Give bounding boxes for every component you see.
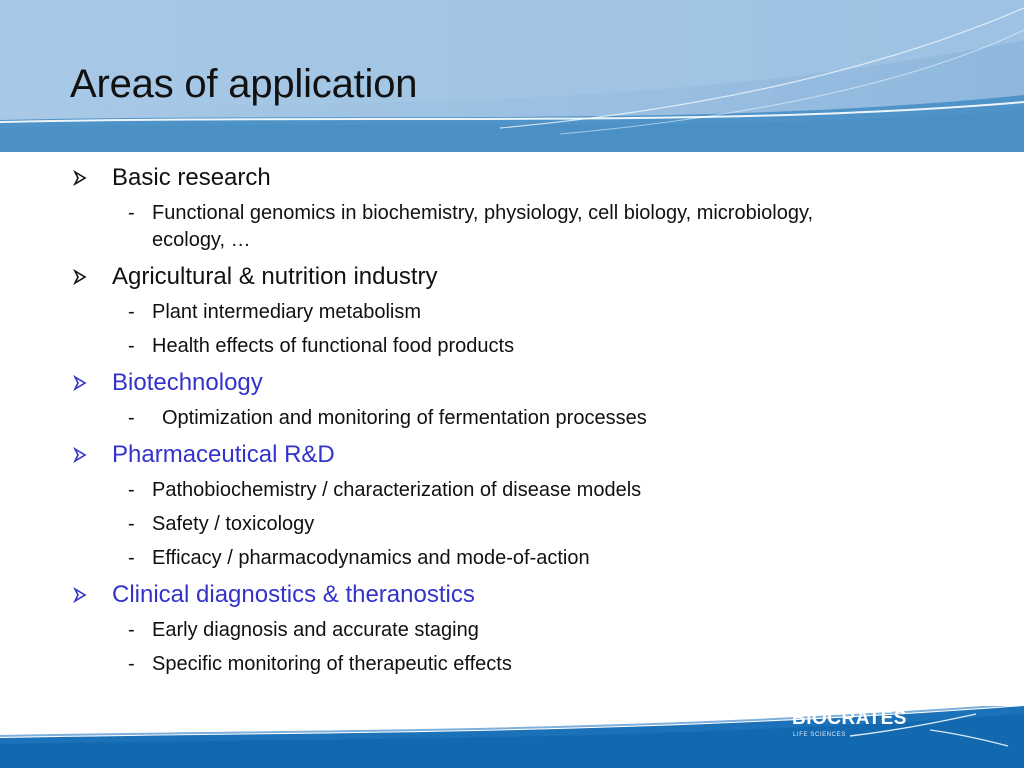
bullet-item xyxy=(72,440,972,470)
arrow-bullet-icon xyxy=(72,163,112,193)
dash-marker: - xyxy=(128,619,135,641)
bullet-label: Agricultural & nutrition industry xyxy=(112,263,438,290)
logo-swoosh-icon xyxy=(790,708,1010,756)
sub-item xyxy=(128,299,972,326)
dash-marker: - xyxy=(128,301,135,323)
dash-marker: - xyxy=(128,653,135,675)
sub-item-text: Specific monitoring of therapeutic effects xyxy=(152,653,512,675)
arrow-bullet-icon xyxy=(72,440,112,470)
sub-item xyxy=(128,617,972,644)
sub-item xyxy=(128,200,972,254)
bullet-item xyxy=(72,368,972,398)
sub-item-text: Pathobiochemistry / characterization of disease models xyxy=(152,479,642,501)
bullet-label: Basic research xyxy=(112,164,271,191)
dash-marker: - xyxy=(128,407,135,429)
arrow-bullet-icon xyxy=(72,368,112,398)
sub-item xyxy=(128,405,972,432)
biocrates-logo xyxy=(790,708,1010,756)
bullet-item xyxy=(72,262,972,292)
dash-marker: - xyxy=(128,479,135,501)
sub-item-text: Safety / toxicology xyxy=(152,513,315,535)
sub-item-text: Early diagnosis and accurate staging xyxy=(152,619,479,641)
bullet-label: Pharmaceutical R&D xyxy=(112,441,335,468)
arrow-bullet-icon xyxy=(72,580,112,610)
sub-item-text: Health effects of functional food products xyxy=(152,335,515,357)
sub-item xyxy=(128,651,972,678)
sub-item-text: Efficacy / pharmacodynamics and mode-of-action xyxy=(152,547,590,569)
bullet-item xyxy=(72,163,972,193)
sub-item xyxy=(128,333,972,360)
dash-marker: - xyxy=(128,513,135,535)
sub-item xyxy=(128,545,972,572)
slide-title: Areas of application xyxy=(70,62,418,106)
bullet-item xyxy=(72,580,972,610)
bullet-list xyxy=(72,163,972,678)
sub-item-text: Plant intermediary metabolism xyxy=(152,301,421,323)
dash-marker: - xyxy=(128,335,135,357)
bullet-label: Clinical diagnostics & theranostics xyxy=(112,581,475,608)
dash-marker: - xyxy=(128,202,135,224)
sub-item-text: Optimization and monitoring of fermentation processes xyxy=(162,407,647,429)
logo-name: BIOCRATES xyxy=(792,708,907,729)
sub-item xyxy=(128,477,972,504)
dash-marker: - xyxy=(128,547,135,569)
logo-tagline: LIFE SCIENCES xyxy=(793,732,846,738)
arrow-bullet-icon xyxy=(72,262,112,292)
sub-item xyxy=(128,511,972,538)
bullet-label: Biotechnology xyxy=(112,369,263,396)
sub-item-text: Functional genomics in biochemistry, physiology, cell biology, microbiology, ecology, … xyxy=(152,202,814,251)
